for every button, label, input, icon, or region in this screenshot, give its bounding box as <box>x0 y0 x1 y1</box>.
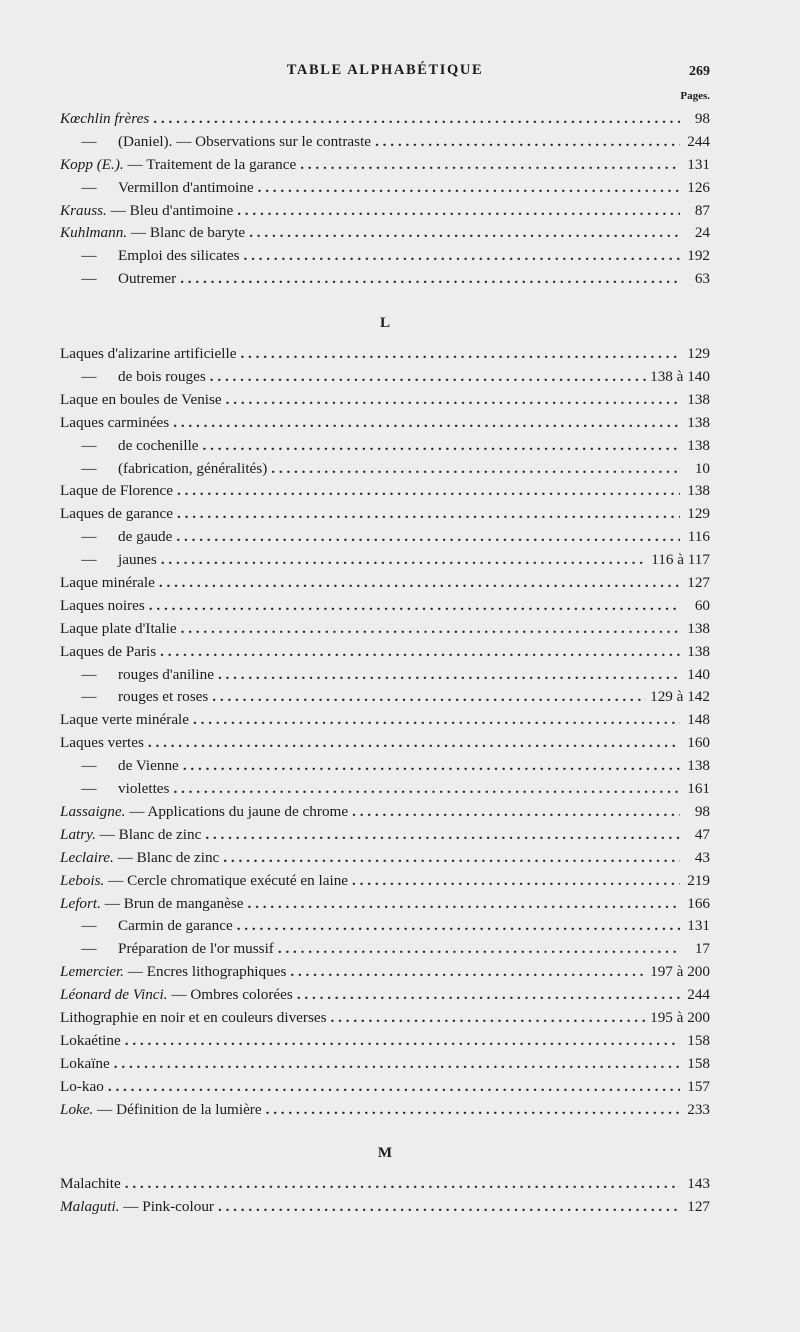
entry-label <box>60 366 206 389</box>
dot-leader <box>203 435 680 458</box>
page-reference: 126 <box>687 178 710 196</box>
page-reference: 138 <box>687 413 710 431</box>
entry-text: Lithographie en noir et en couleurs diverses <box>60 1008 327 1026</box>
author-name: Lefort. <box>60 894 101 912</box>
index-entry <box>60 686 710 709</box>
entry-text: Lo-kao <box>60 1077 104 1095</box>
dot-leader <box>212 686 646 709</box>
index-entry <box>60 268 710 291</box>
ditto-dash: — <box>81 270 97 288</box>
entry-text: Lokaétine <box>60 1031 121 1049</box>
author-name: Malaguti. <box>60 1198 120 1216</box>
running-header <box>60 62 710 102</box>
index-entry <box>60 549 710 572</box>
entry-label <box>60 526 172 549</box>
page-reference: 129 <box>687 505 710 523</box>
dot-leader <box>183 755 680 778</box>
index-entry <box>60 245 710 268</box>
entry-text: — Applications du jaune de chrome <box>129 802 349 820</box>
entry-label <box>60 458 267 481</box>
ditto-dash: — <box>81 917 97 935</box>
dot-leader <box>149 595 680 618</box>
entry-label <box>60 709 189 732</box>
dot-leader <box>248 893 681 916</box>
entry-label <box>60 961 286 984</box>
entry-label <box>60 549 157 572</box>
entry-text: — Bleu d'antimoine <box>110 201 234 219</box>
entry-label <box>60 847 219 870</box>
dot-leader <box>278 938 680 961</box>
dot-leader <box>114 1053 680 1076</box>
entry-label <box>60 686 208 709</box>
index-entry <box>60 480 710 503</box>
ditto-dash: — <box>81 665 97 683</box>
entry-label <box>60 131 371 154</box>
ditto-dash: — <box>81 688 97 706</box>
page-number: 269 <box>689 64 710 79</box>
page-reference: 219 <box>687 871 710 889</box>
entry-label <box>60 1030 121 1053</box>
page-reference: 47 <box>694 825 710 843</box>
entry-text: Laques noires <box>60 596 145 614</box>
ditto-dash: — <box>81 757 97 775</box>
dot-leader <box>258 177 680 200</box>
entry-text: Laques de Paris <box>60 642 157 660</box>
dot-leader <box>218 664 680 687</box>
entry-text: Laques de garance <box>60 505 173 523</box>
index-entry <box>60 131 710 154</box>
entry-text: Laques vertes <box>60 734 144 752</box>
dot-leader <box>125 1173 680 1196</box>
page-reference: 129 à 142 <box>650 688 710 706</box>
author-name: Kuhlmann. <box>60 224 128 242</box>
entry-text: — Définition de la lumière <box>97 1100 262 1118</box>
entry-text: Emploi des silicates <box>118 247 240 265</box>
index-entry <box>60 618 710 641</box>
ditto-dash: — <box>81 178 97 196</box>
entry-label <box>60 343 236 366</box>
index-entry <box>60 870 710 893</box>
page-reference: 138 à 140 <box>650 368 710 386</box>
page-reference: 127 <box>687 1198 710 1216</box>
index-entry <box>60 1099 710 1122</box>
entry-label <box>60 177 254 200</box>
dot-leader <box>237 200 680 223</box>
index-entry <box>60 389 710 412</box>
dot-leader <box>148 732 680 755</box>
page-reference: 116 <box>687 528 710 546</box>
index-entry <box>60 526 710 549</box>
entry-label <box>60 641 156 664</box>
page-reference: 158 <box>687 1054 710 1072</box>
entry-text: — Blanc de baryte <box>130 224 246 242</box>
entry-text: Carmin de garance <box>118 917 233 935</box>
dot-leader <box>193 709 680 732</box>
dot-leader <box>331 1007 647 1030</box>
index-entry <box>60 778 710 801</box>
entry-text: Laques d'alizarine artificielle <box>60 345 237 363</box>
entry-label <box>60 778 169 801</box>
entry-label <box>60 412 169 435</box>
index-entry <box>60 108 710 131</box>
index-entry <box>60 154 710 177</box>
index-entry <box>60 732 710 755</box>
dot-leader <box>249 222 680 245</box>
index-entry <box>60 938 710 961</box>
index-entry <box>60 755 710 778</box>
entry-text: — Traitement de la garance <box>127 155 297 173</box>
index-entry <box>60 366 710 389</box>
dot-leader <box>300 154 680 177</box>
entry-label <box>60 435 199 458</box>
entry-text: Outremer <box>118 270 177 288</box>
entry-label <box>60 824 201 847</box>
page-reference: 157 <box>687 1077 710 1095</box>
entry-label <box>60 1007 327 1030</box>
ditto-dash: — <box>81 132 97 150</box>
dot-leader <box>181 618 680 641</box>
index-entry <box>60 1076 710 1099</box>
page-reference: 43 <box>694 848 710 866</box>
index-entry <box>60 343 710 366</box>
entry-text: Laque de Florence <box>60 482 174 500</box>
section-gap <box>60 1121 710 1133</box>
entry-text: — Encres lithographiques <box>127 963 287 981</box>
ditto-dash: — <box>81 940 97 958</box>
entry-label <box>60 1173 121 1196</box>
index-entry <box>60 503 710 526</box>
entry-text: — Ombres colorées <box>171 986 293 1004</box>
entry-text: Lokaïne <box>60 1054 110 1072</box>
author-name: Kœchlin frères <box>60 110 150 127</box>
entry-label <box>60 664 214 687</box>
ditto-dash: — <box>81 459 97 477</box>
author-name: Léonard de Vinci. <box>60 986 168 1004</box>
page-reference: 160 <box>687 734 710 752</box>
page-reference: 148 <box>687 711 710 729</box>
entry-label <box>60 870 348 893</box>
entry-text: violettes <box>118 780 170 798</box>
dot-leader <box>271 458 680 481</box>
index-entry <box>60 984 710 1007</box>
entry-label <box>60 801 348 824</box>
page-reference: 24 <box>694 224 710 242</box>
dot-leader <box>210 366 646 389</box>
ditto-dash: — <box>81 780 97 798</box>
index-entry <box>60 595 710 618</box>
author-name: Leclaire. <box>60 848 114 866</box>
page-reference: 127 <box>687 574 710 592</box>
ditto-dash: — <box>81 551 97 569</box>
entry-text: de gaude <box>118 528 173 546</box>
dot-leader <box>290 961 646 984</box>
page-reference: 138 <box>687 482 710 500</box>
entry-label <box>60 893 244 916</box>
index-entry <box>60 847 710 870</box>
entry-label <box>60 1053 110 1076</box>
entry-label <box>60 595 145 618</box>
page-reference: 10 <box>694 459 710 477</box>
entry-text: Préparation de l'or mussif <box>118 940 274 958</box>
page-reference: 138 <box>687 436 710 454</box>
entry-label <box>60 222 245 245</box>
section-gap <box>60 291 710 303</box>
dot-leader <box>352 870 680 893</box>
page-reference: 63 <box>694 270 710 288</box>
page-reference: 116 à 117 <box>651 551 710 569</box>
page-reference: 17 <box>694 940 710 958</box>
page-reference: 166 <box>687 894 710 912</box>
dot-leader <box>153 108 680 131</box>
ditto-dash: — <box>81 436 97 454</box>
entry-label <box>60 480 173 503</box>
pages-column-label: Pages. <box>680 90 710 102</box>
index-entry <box>60 458 710 481</box>
page-reference: 233 <box>687 1100 710 1118</box>
dot-leader <box>223 847 680 870</box>
entry-text: (fabrication, généralités) <box>118 459 268 477</box>
entry-label <box>60 915 233 938</box>
entry-text: Laque en boules de Venise <box>60 390 222 408</box>
entry-text: rouges d'aniline <box>118 665 214 683</box>
dot-leader <box>205 824 680 847</box>
page-reference: 131 <box>687 917 710 935</box>
page-reference: 143 <box>687 1175 710 1193</box>
author-name: Latry. <box>60 825 96 843</box>
page-reference: 98 <box>694 110 710 127</box>
author-name: Kopp (E.). <box>60 155 124 173</box>
page-reference: 98 <box>694 802 710 820</box>
section-letter: M <box>377 1145 393 1162</box>
page-reference: 244 <box>687 986 710 1004</box>
page-reference: 197 à 200 <box>650 963 710 981</box>
page-reference: 161 <box>687 780 710 798</box>
section-letter: L <box>379 315 390 332</box>
dot-leader <box>243 245 680 268</box>
page-reference: 131 <box>687 155 710 173</box>
entry-text: Vermillon d'antimoine <box>118 178 254 196</box>
index-entries <box>60 108 710 1219</box>
entry-text: Laques carminées <box>60 413 170 431</box>
index-entry <box>60 1053 710 1076</box>
entry-label <box>60 389 222 412</box>
entry-label <box>60 1196 214 1219</box>
entry-label <box>60 755 179 778</box>
dot-leader <box>237 915 680 938</box>
entry-label <box>60 1099 262 1122</box>
dot-leader <box>240 343 680 366</box>
dot-leader <box>176 526 680 549</box>
page-reference: 138 <box>687 390 710 408</box>
entry-label <box>60 572 155 595</box>
dot-leader <box>159 572 680 595</box>
entry-text: — Brun de manganèse <box>104 894 244 912</box>
dot-leader <box>226 389 680 412</box>
dot-leader <box>160 641 680 664</box>
ditto-dash: — <box>81 368 97 386</box>
dot-leader <box>177 503 680 526</box>
entry-text: Laque minérale <box>60 574 155 592</box>
index-entry <box>60 435 710 458</box>
dot-leader <box>297 984 680 1007</box>
index-entry <box>60 1030 710 1053</box>
entry-label <box>60 984 293 1007</box>
entry-text: — Cercle chromatique exécuté en laine <box>108 871 349 889</box>
dot-leader <box>266 1099 680 1122</box>
page-reference: 138 <box>687 619 710 637</box>
entry-text: Malachite <box>60 1175 121 1193</box>
dot-leader <box>125 1030 680 1053</box>
index-entry <box>60 200 710 223</box>
page-reference: 138 <box>687 757 710 775</box>
entry-label <box>60 503 173 526</box>
index-entry <box>60 222 710 245</box>
entry-text: jaunes <box>118 551 157 569</box>
author-name: Lebois. <box>60 871 105 889</box>
index-entry <box>60 177 710 200</box>
index-entry <box>60 641 710 664</box>
index-entry <box>60 664 710 687</box>
dot-leader <box>108 1076 680 1099</box>
page-reference: 129 <box>687 345 710 363</box>
running-title: TABLE ALPHABÉTIQUE <box>286 62 484 78</box>
entry-text: — Blanc de zinc <box>99 825 202 843</box>
entry-text: Laque plate d'Italie <box>60 619 177 637</box>
dot-leader <box>161 549 647 572</box>
author-name: Lassaigne. <box>60 802 126 820</box>
entry-label <box>60 154 296 177</box>
page-reference: 140 <box>687 665 710 683</box>
page-reference: 138 <box>687 642 710 660</box>
page-reference: 87 <box>694 201 710 219</box>
page-reference: 60 <box>694 596 710 614</box>
dot-leader <box>180 268 680 291</box>
index-entry <box>60 572 710 595</box>
index-entry <box>60 915 710 938</box>
entry-label <box>60 938 274 961</box>
entry-text: Laque verte minérale <box>60 711 190 729</box>
dot-leader <box>177 480 680 503</box>
index-entry <box>60 709 710 732</box>
entry-label <box>60 618 177 641</box>
ditto-dash: — <box>81 247 97 265</box>
entry-label <box>60 245 239 268</box>
author-name: Krauss. <box>60 201 107 219</box>
entry-text: rouges et roses <box>118 688 209 706</box>
entry-text: — Blanc de zinc <box>117 848 220 866</box>
entry-label <box>60 268 176 291</box>
entry-label <box>60 1076 104 1099</box>
dot-leader <box>173 778 680 801</box>
entry-text: — Pink-colour <box>123 1198 214 1216</box>
page-reference: 158 <box>687 1031 710 1049</box>
entry-label <box>60 200 233 223</box>
dot-leader <box>352 801 680 824</box>
page-reference: 244 <box>687 132 710 150</box>
entry-label <box>60 732 144 755</box>
index-entry <box>60 412 710 435</box>
entry-label <box>60 108 149 131</box>
index-entry <box>60 893 710 916</box>
entry-text: de bois rouges <box>118 368 206 386</box>
dot-leader <box>375 131 680 154</box>
ditto-dash: — <box>81 528 97 546</box>
entry-text: (Daniel). — Observations sur le contraste <box>118 132 372 150</box>
entry-text: de Vienne <box>118 757 179 775</box>
author-name: Loke. <box>60 1100 94 1118</box>
index-entry <box>60 801 710 824</box>
entry-text: de cochenille <box>118 436 199 454</box>
index-entry <box>60 824 710 847</box>
page-reference: 192 <box>687 247 710 265</box>
dot-leader <box>173 412 680 435</box>
dot-leader <box>218 1196 680 1219</box>
author-name: Lemercier. <box>60 963 124 981</box>
index-entry <box>60 961 710 984</box>
index-entry <box>60 1196 710 1219</box>
page-reference: 195 à 200 <box>650 1008 710 1026</box>
index-entry <box>60 1007 710 1030</box>
index-entry <box>60 1173 710 1196</box>
